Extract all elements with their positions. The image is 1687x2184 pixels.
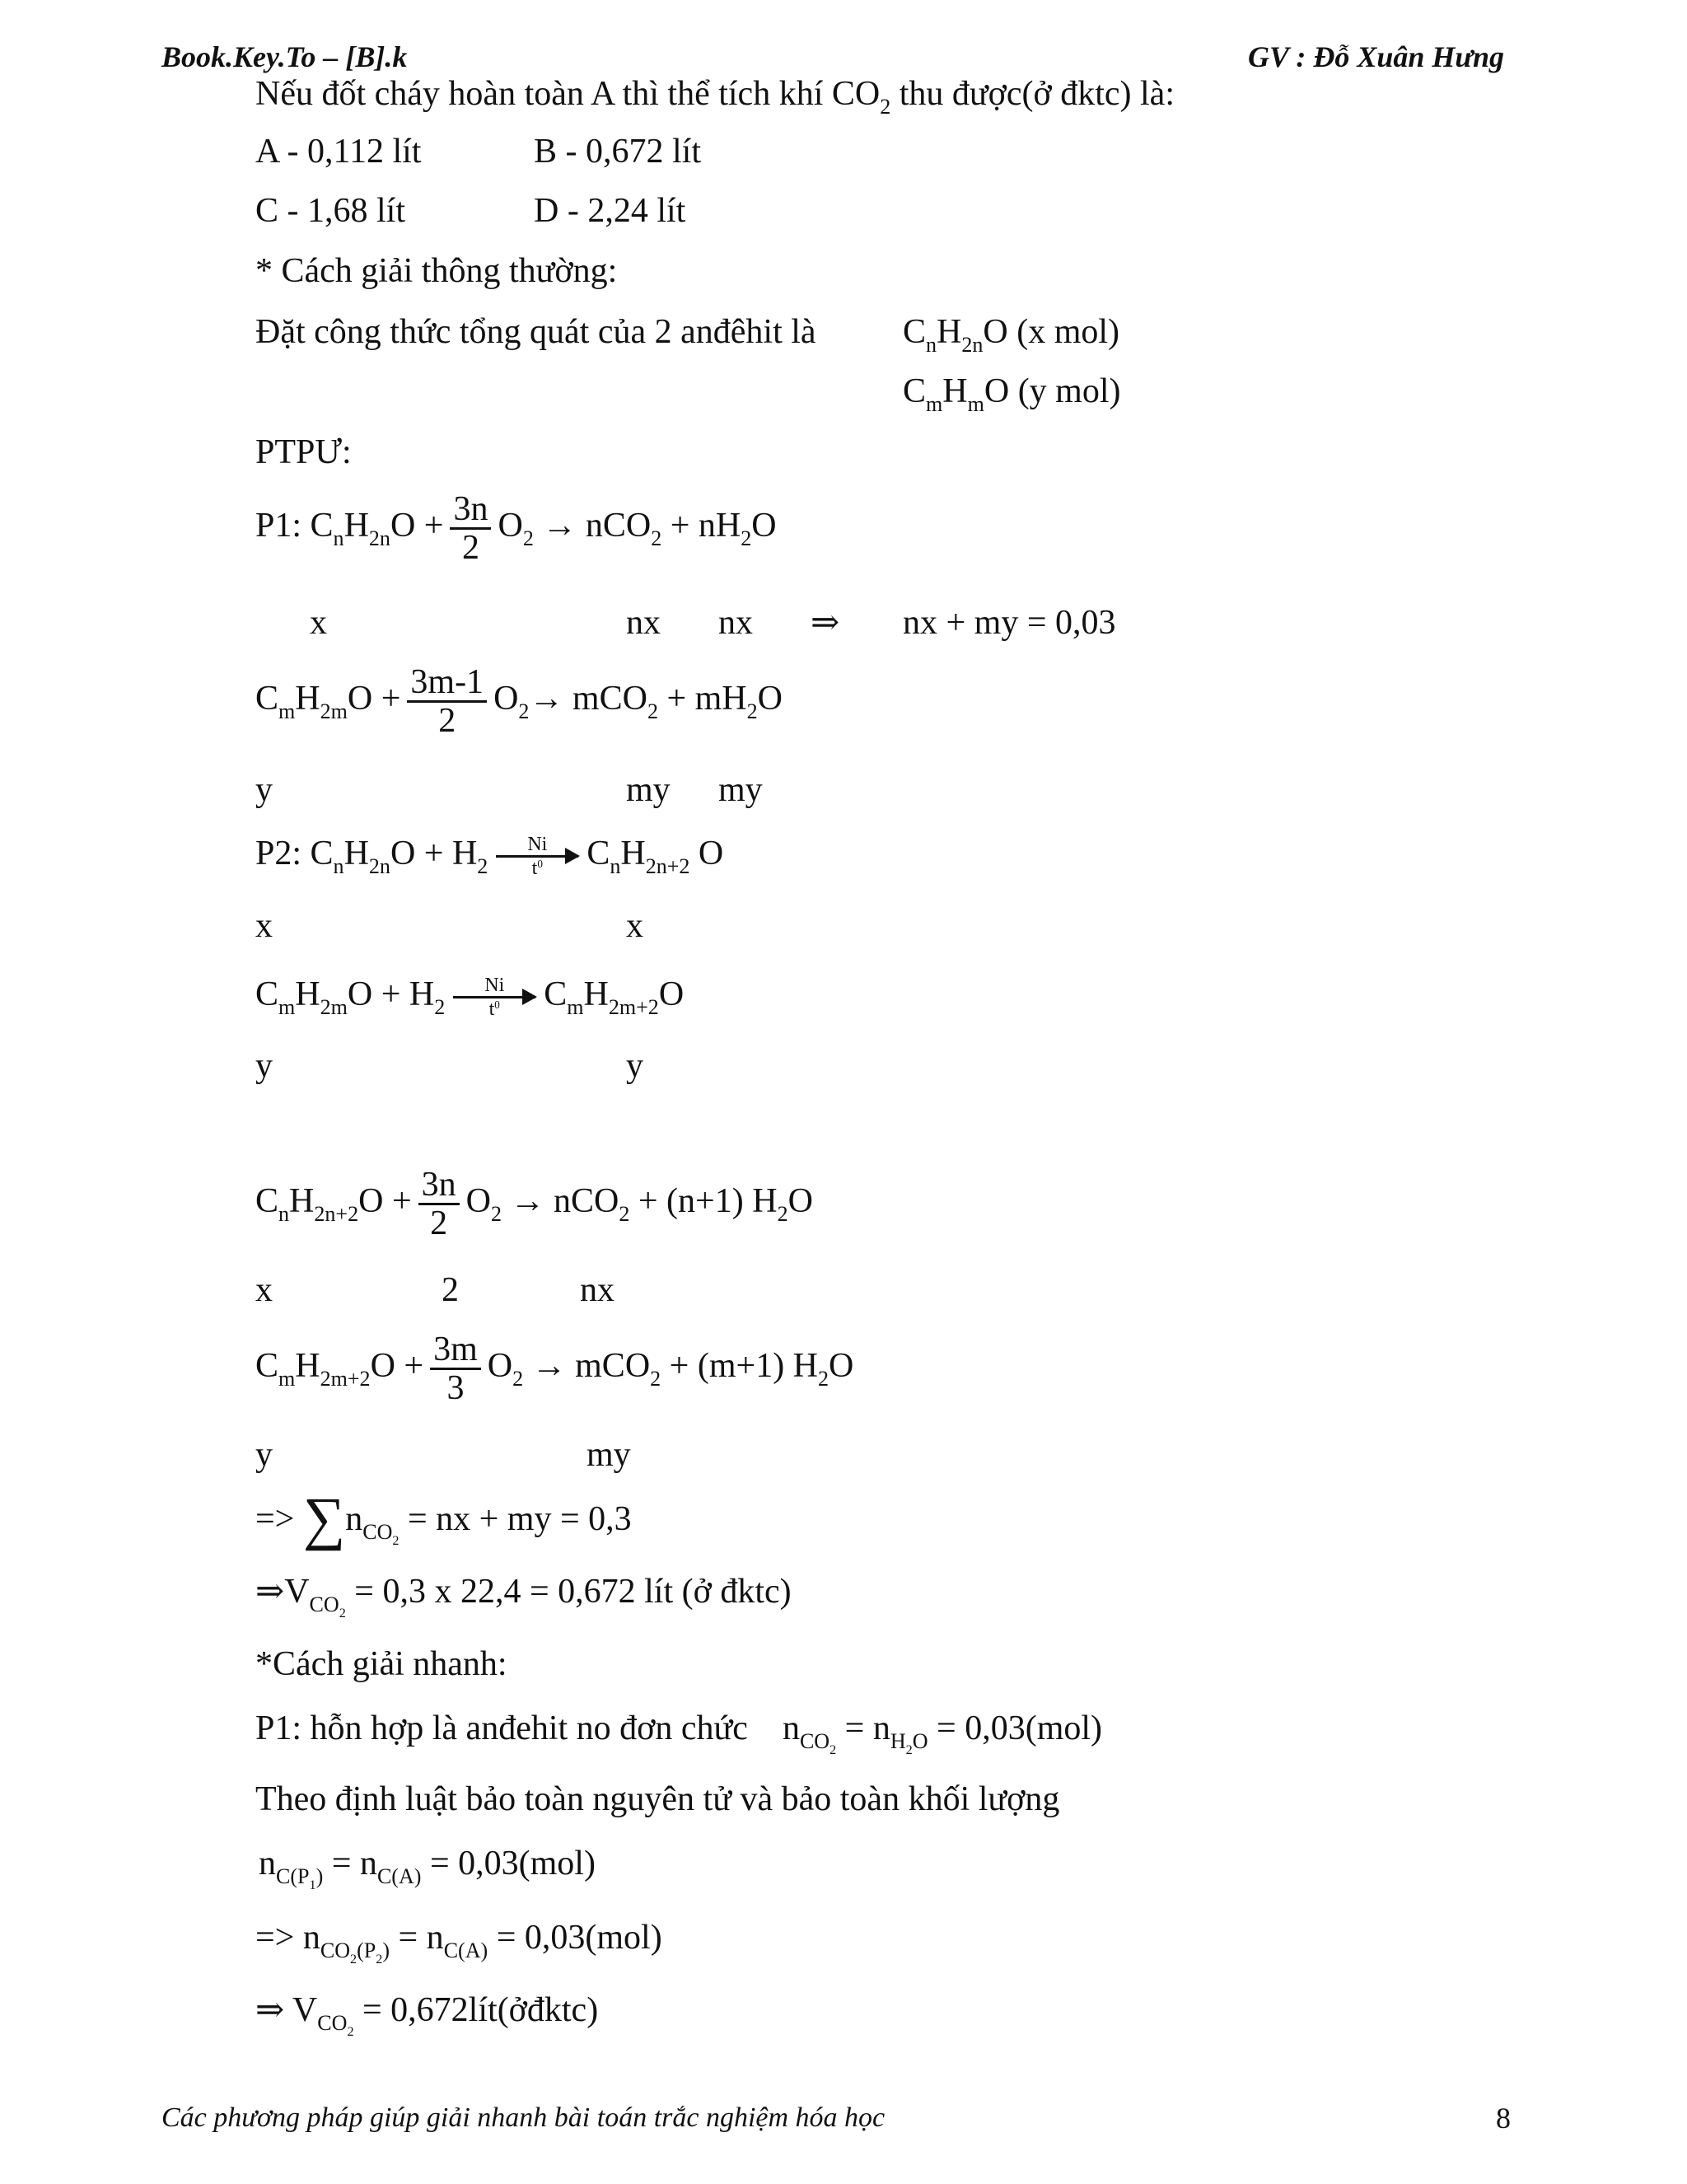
header-left: Book.Key.To – [B].k	[161, 40, 408, 73]
final-volume: ⇒ $V_{CO_2}$ = 0,672lít(ởđktc)	[255, 1991, 599, 2039]
page-number: 8	[1496, 2102, 1511, 2135]
quick-p1: P1: hỗn hợp là anđehit no đơn chức $n_{CO_2} = n_{H_2O} = 0,03(mol)$	[255, 1709, 1103, 1757]
mol-y-p2: y	[255, 1047, 273, 1085]
mol-nx: nx	[626, 604, 661, 642]
nco2-p2-equality: => $n_{CO_2(P_2)} = n_{C(A)} = 0,03(mol)$	[255, 1919, 662, 1967]
mol-two: 2	[442, 1271, 459, 1309]
mol-my: my	[626, 771, 671, 809]
mol-y-p2-product: y	[626, 1047, 643, 1085]
volume-co2-result: $\Rightarrow V_{CO_2} = 0,3$ x 22,4 = 0,672 lít (ở đktc)	[255, 1573, 792, 1620]
mol-x-alcohol: x	[255, 1271, 273, 1309]
equation-p2-hydrogenation-m: $C_mH_{2m}O + H_2$ $\frac{Ni}{t^0}$ $C_mH_{2m+2}O$	[255, 974, 685, 1020]
mol-my-alcohol: my	[586, 1436, 631, 1474]
sum-co2-result: => $\sum n_{CO_2}$ = nx + my = 0,3	[255, 1485, 632, 1551]
mol-x-p2: x	[255, 907, 273, 945]
mol-nx-2: nx	[718, 604, 753, 642]
general-formula-text: Đặt công thức tổng quát của 2 anđêhit là	[255, 313, 816, 351]
equation-p2-hydrogenation-n: P2: $C_nH_{2n}O + H_2$ $\frac{Ni}{t^0}$ $C_nH_{2n+2}$ O	[255, 833, 724, 879]
normal-method-heading: * Cách giải thông thường:	[255, 252, 618, 290]
nc-equality: $n_{C(P_1)} = n_{C(A)} = 0,03(mol)$	[259, 1845, 596, 1892]
equation-p1-combustion-n: P1: $C_nH_{2n}O$ + $\frac{3n}{2}$ $O_2 \to nCO_2 + nH_2O$	[255, 490, 777, 567]
mol-y-alcohol: y	[255, 1436, 273, 1474]
quick-method-heading: *Cách giải nhanh:	[255, 1645, 507, 1683]
mol-my-2: my	[718, 771, 763, 809]
equation-p1-combustion-m: $C_mH_{2m}O$ + $\frac{3m-1}{2}$ $O_2\to mCO_2 + mH_2O$	[255, 663, 783, 740]
ptpu-heading: PTPƯ:	[255, 433, 352, 471]
option-a: A - 0,112 lít	[255, 133, 422, 171]
footer-title: Các phương pháp giúp giải nhanh bài toán trắc nghiệm hóa học	[161, 2102, 886, 2133]
option-b: B - 0,672 lít	[534, 133, 702, 171]
equation-alcohol-combustion-n: $C_nH_{2n+2}O$ + $\frac{3n}{2}$ $O_2 \to nCO_2 + (n+1)$ $H_2O$	[255, 1166, 813, 1242]
mol-x: x	[310, 604, 327, 642]
formula-aldehyde-1: $C_nH_{2n}O$ (x mol)	[903, 313, 1120, 357]
option-c: C - 1,68 lít	[255, 192, 406, 230]
option-d: D - 2,24 lít	[534, 192, 686, 230]
conservation-law-text: Theo định luật bảo toàn nguyên tử và bảo toàn khối lượng	[255, 1780, 1060, 1818]
formula-aldehyde-2: $C_mH_mO$ (y mol)	[903, 372, 1121, 416]
sum-equation: nx + my = 0,03	[903, 604, 1116, 642]
mol-nx-alcohol: nx	[580, 1271, 615, 1309]
mol-y: y	[255, 771, 273, 809]
header-right: GV : Đỗ Xuân Hưng	[1248, 40, 1504, 73]
implies-arrow: ⇒	[811, 604, 840, 642]
equation-alcohol-combustion-m: $C_mH_{2m+2}O$ + $\frac{3m}{3}$ $O_2 \to mCO_2 + (m+1)$ $H_2O$	[255, 1331, 854, 1407]
mol-x-p2-product: x	[626, 907, 643, 945]
question-text: Nếu đốt cháy hoàn toàn A thì thể tích khí $CO_2$ thu được(ở đktc) là:	[255, 75, 1175, 119]
